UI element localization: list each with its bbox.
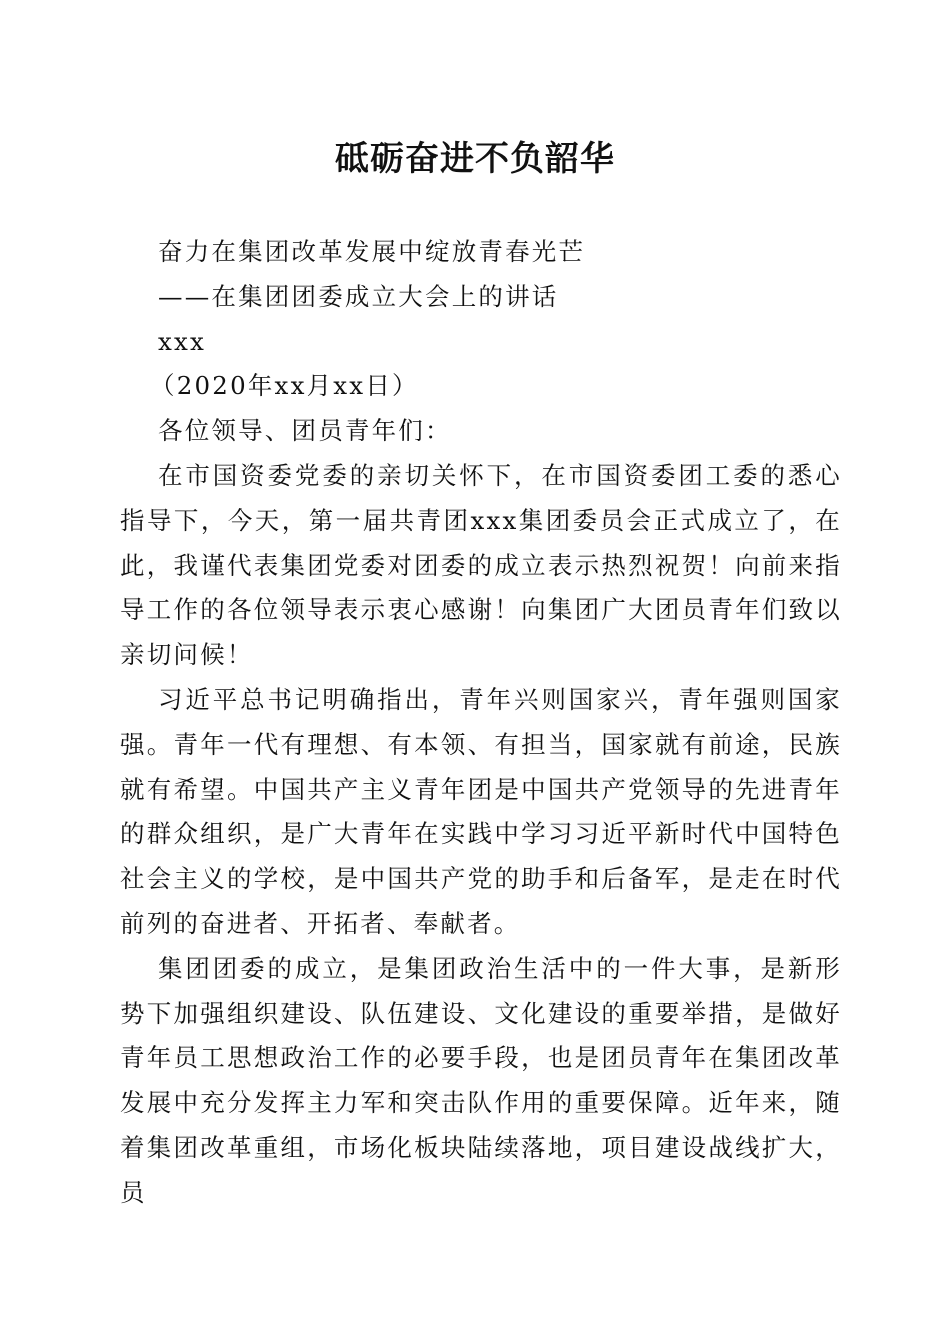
- document-title: 砥砺奋进不负韶华: [335, 139, 615, 179]
- speech-date: （2020年xx月xx日）: [150, 371, 419, 401]
- salutation: 各位领导、团员青年们：: [158, 416, 452, 446]
- paragraph-3: 集团团委的成立，是集团政治生活中的一件大事，是新形势下加强组织建设、队伍建设、文化建设的重要举措，是做好青年员工思想政治工作的必要手段，也是团员青年在集团改革发展中充分发挥主力军和突击队作用的重要保障。近年来，随着集团改革重组，市场化板块陆续落地，项目建设战线扩大，员: [120, 953, 842, 1207]
- paragraph-1: 在市国资委党委的亲切关怀下，在市国资委团工委的悉心指导下，今天，第一届共青团xxx集团委员会正式成立了，在此，我谨代表集团党委对团委的成立表示热烈祝贺！向前来指导工作的各位领导表示衷心感谢！向集团广大团员青年们致以亲切问候！: [120, 460, 842, 670]
- document-body: [120, 230, 842, 1216]
- speech-occasion: ——在集团团委成立大会上的讲话: [158, 281, 559, 311]
- speaker-name: xxx: [158, 326, 207, 356]
- paragraph-2: 习近平总书记明确指出，青年兴则国家兴，青年强则国家强。青年一代有理想、有本领、有担当，国家就有前途，民族就有希望。中国共产主义青年团是中国共产党领导的先进青年的群众组织，是广大青年在实践中学习习近平新时代中国特色社会主义的学校，是中国共产党的助手和后备军，是走在时代前列的奋进者、开拓者、奉献者。: [120, 684, 842, 938]
- document-subtitle: 奋力在集团改革发展中绽放青春光芒: [158, 237, 586, 266]
